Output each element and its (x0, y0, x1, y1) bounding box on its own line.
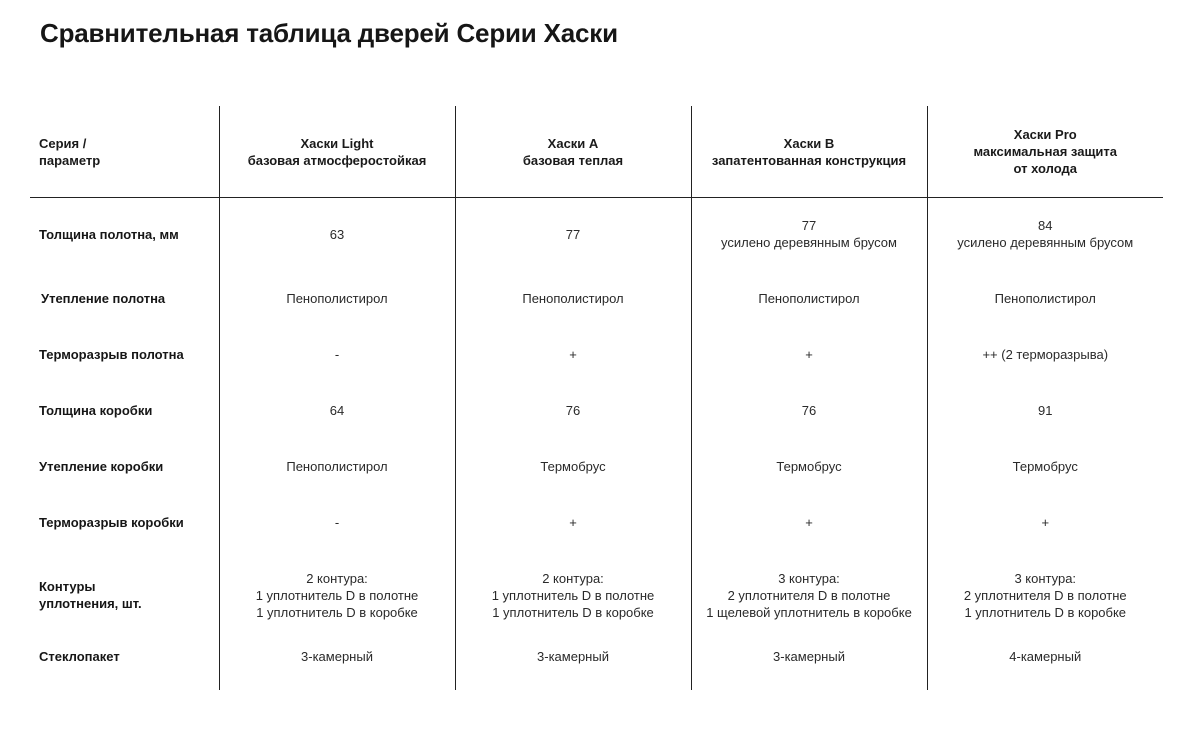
table-cell (219, 550, 455, 640)
row-label-text: Контуры (39, 579, 96, 594)
table-cell (455, 382, 691, 438)
table-cell (455, 550, 691, 640)
row-label (30, 382, 219, 438)
table-cell (219, 438, 455, 494)
table-cell (691, 550, 927, 640)
cell-line: Термобрус (540, 458, 606, 474)
table-row-frame-insulation (30, 438, 1163, 494)
cell-line: + (805, 514, 813, 530)
table-cell (455, 438, 691, 494)
table-cell (691, 382, 927, 438)
header-row (30, 106, 1163, 198)
cell-line: 1 щелевой уплотнитель в коробке (706, 604, 912, 620)
cell-line: + (1041, 514, 1050, 530)
table-cell (455, 494, 691, 550)
cell-line: 1 уплотнитель D в коробке (256, 604, 418, 620)
table-cell (219, 198, 455, 271)
row-label-text: Толщина коробки (39, 402, 153, 418)
table-cell (691, 326, 927, 382)
cell-line: Термобрус (776, 458, 842, 474)
table-row-glazing (30, 640, 1163, 690)
header-line: максимальная защита (973, 144, 1117, 159)
cell-line: 3 контура: (1014, 570, 1077, 586)
header-husky-light (219, 106, 455, 198)
row-label (30, 438, 219, 494)
row-label (30, 550, 219, 640)
row-label-text: Утепление коробки (39, 458, 164, 474)
cell-line: Пенополистирол (994, 290, 1096, 306)
table-row-sealing-contours (30, 550, 1163, 640)
cell-line: 3 контура: (778, 570, 840, 586)
row-label-text: Утепление полотна (41, 290, 166, 306)
cell-line: усилено деревянным брусом (721, 235, 897, 250)
row-label (30, 326, 219, 382)
table-cell (455, 198, 691, 271)
cell-line: Пенополистирол (286, 290, 388, 306)
row-label-text: уплотнения, шт. (39, 596, 142, 611)
header-line: Хаски А (547, 135, 599, 151)
cell-line: 77 (801, 218, 817, 233)
header-label-line: Серия / (39, 135, 87, 151)
cell-line: 1 уплотнитель D в коробке (492, 604, 654, 620)
row-label (30, 640, 219, 690)
header-line: от холода (1013, 161, 1077, 176)
header-label-line: параметр (39, 152, 101, 168)
cell-line: + (805, 346, 813, 362)
cell-line: 3-камерный (773, 649, 845, 664)
cell-line: 2 контура: (542, 570, 604, 586)
cell-line: 3-камерный (301, 649, 373, 664)
cell-line: 63 (329, 226, 345, 242)
table-cell (219, 382, 455, 438)
table-cell (691, 494, 927, 550)
cell-line: Пенополистирол (758, 290, 860, 306)
table-cell (691, 198, 927, 271)
table-cell (455, 640, 691, 690)
table-cell (219, 270, 455, 326)
row-label-text: Терморазрыв коробки (39, 514, 184, 530)
row-label (30, 198, 219, 271)
row-label-text: Стеклопакет (39, 649, 120, 664)
row-label (30, 494, 219, 550)
cell-line: 76 (801, 402, 817, 418)
page-title: Сравнительная таблица дверей Серии Хаски (40, 18, 618, 48)
comparison-table (30, 106, 1163, 690)
header-husky-a (455, 106, 691, 198)
row-label-text: Толщина полотна, мм (39, 226, 179, 242)
table-cell (927, 438, 1163, 494)
row-label-text: Терморазрыв полотна (39, 346, 184, 362)
table-cell (927, 382, 1163, 438)
header-label-cell (30, 106, 219, 198)
table-row-frame-thermal-break (30, 494, 1163, 550)
table-cell (455, 270, 691, 326)
header-line: базовая теплая (522, 152, 624, 168)
table-cell (219, 494, 455, 550)
cell-line: ++ (2 терморазрыва) (982, 346, 1109, 362)
table-cell (927, 326, 1163, 382)
cell-line: 91 (1038, 402, 1053, 418)
cell-line: 84 (1038, 218, 1053, 233)
table-cell (691, 640, 927, 690)
cell-line: 3-камерный (537, 649, 609, 664)
table-cell (927, 550, 1163, 640)
cell-line: + (569, 346, 577, 362)
cell-line: 77 (565, 226, 581, 242)
table-row-frame-thickness (30, 382, 1163, 438)
table-cell (219, 640, 455, 690)
cell-line: 2 уплотнителя D в полотне (963, 587, 1127, 603)
cell-line: 2 контура: (306, 570, 368, 586)
cell-line: + (569, 514, 577, 530)
cell-line: Пенополистирол (522, 290, 624, 306)
cell-line: Пенополистирол (286, 458, 388, 474)
table-cell (455, 326, 691, 382)
cell-line: - (334, 514, 340, 530)
header-line: Хаски Pro (1013, 127, 1077, 142)
cell-line: 1 уплотнитель D в полотне (255, 587, 419, 603)
table-cell (219, 326, 455, 382)
cell-line: 64 (329, 402, 345, 418)
table-cell (927, 270, 1163, 326)
header-line: Хаски В (783, 135, 835, 151)
row-label (30, 270, 219, 326)
table-cell (927, 494, 1163, 550)
header-line: базовая атмосферостойкая (247, 152, 427, 168)
table-row-leaf-insulation (30, 270, 1163, 326)
cell-line: 2 уплотнителя D в полотне (727, 587, 891, 603)
cell-line: 1 уплотнитель D в коробке (964, 604, 1127, 620)
table-cell (691, 270, 927, 326)
table-cell (927, 198, 1163, 271)
cell-line: 4-камерный (1009, 649, 1082, 664)
table-cell (691, 438, 927, 494)
table-row-leaf-thickness (30, 198, 1163, 271)
header-line: Хаски Light (300, 135, 374, 151)
cell-line: усилено деревянным брусом (957, 235, 1134, 250)
cell-line: 1 уплотнитель D в полотне (491, 587, 655, 603)
header-husky-pro (927, 106, 1163, 198)
cell-line: Термобрус (1012, 458, 1078, 474)
cell-line: 76 (565, 402, 581, 418)
table-cell (927, 640, 1163, 690)
header-line: запатентованная конструкция (711, 152, 907, 168)
header-husky-b (691, 106, 927, 198)
cell-line: - (334, 346, 340, 362)
table-row-leaf-thermal-break (30, 326, 1163, 382)
